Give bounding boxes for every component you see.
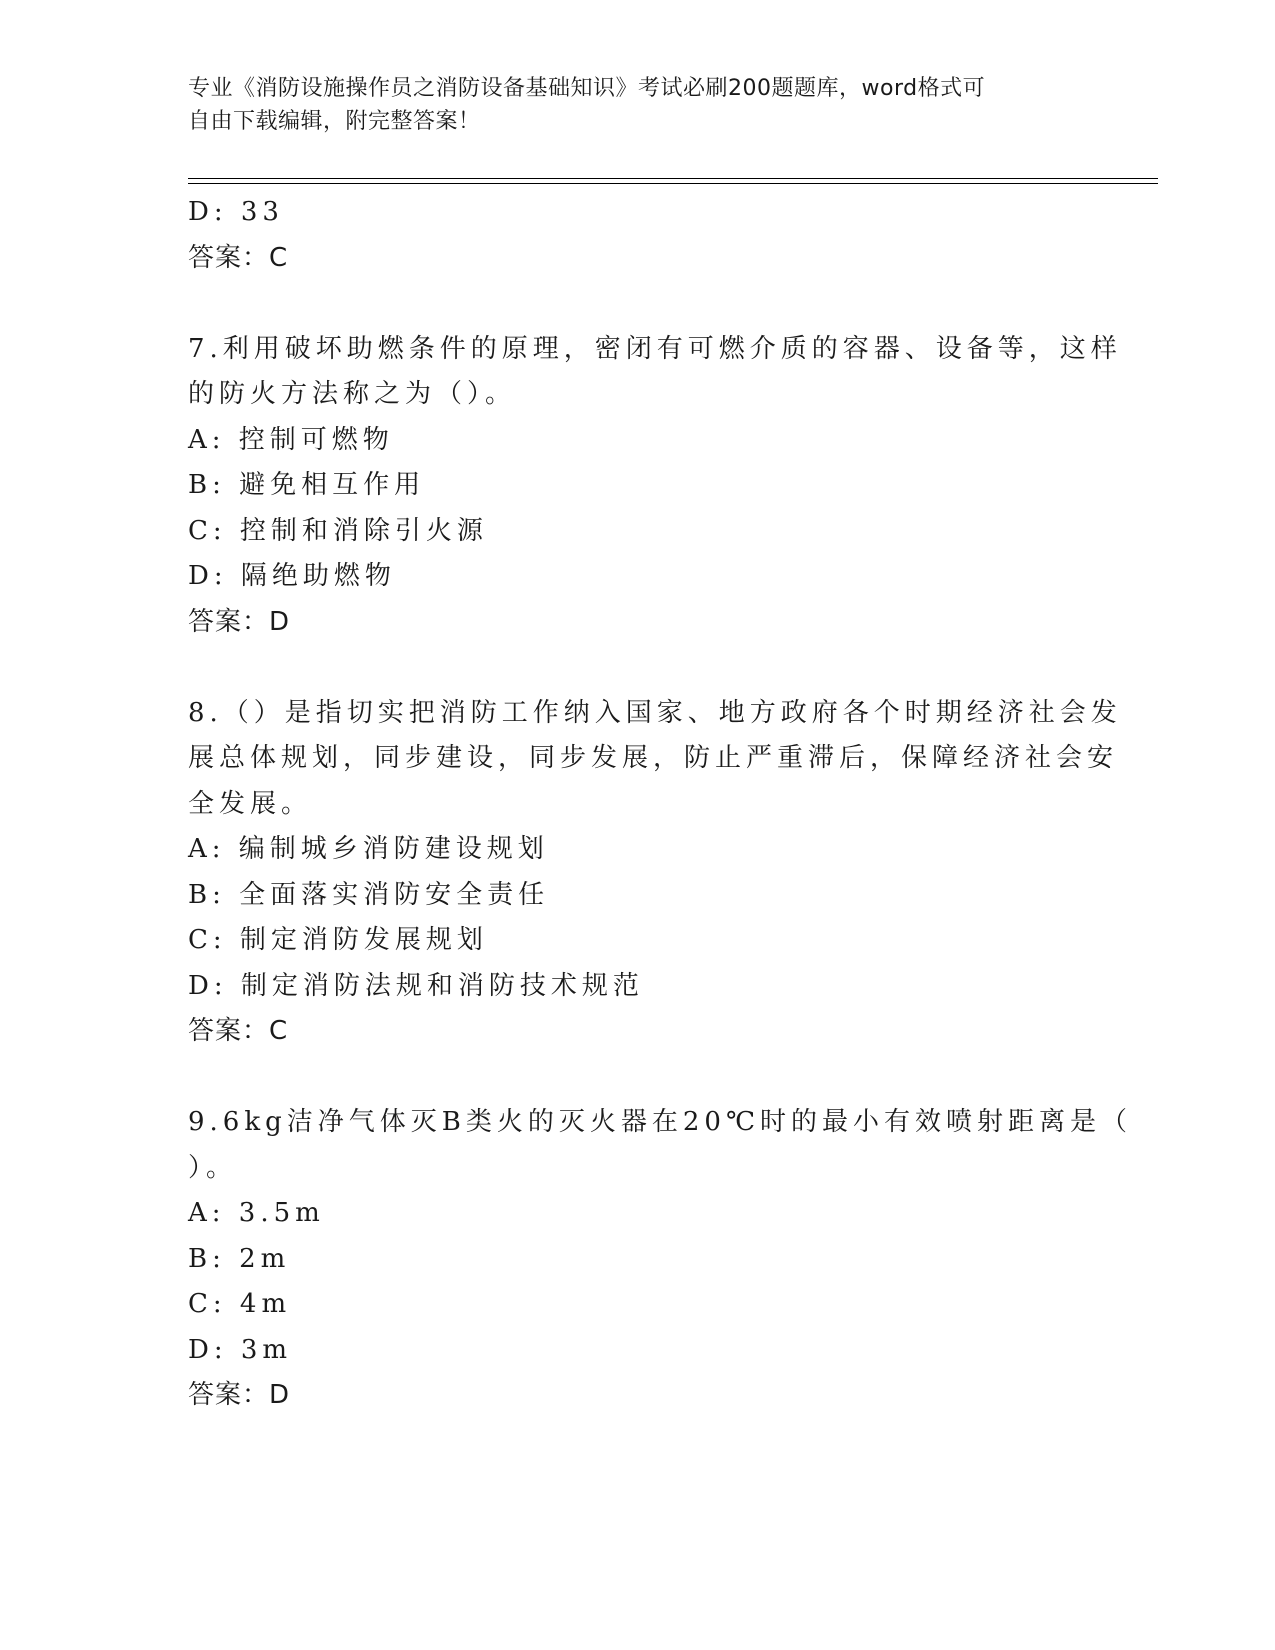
answer: 答案：C bbox=[188, 1016, 289, 1046]
option-d: D: 33 bbox=[188, 197, 284, 227]
option-a: A: 3.5m bbox=[188, 1198, 325, 1228]
option-b: B: 全面落实消防安全责任 bbox=[188, 879, 550, 910]
question-stem-line: 的防火方法称之为（）。 bbox=[188, 379, 517, 409]
spacer bbox=[188, 1055, 1068, 1101]
option-b: B: 避免相互作用 bbox=[188, 470, 426, 500]
answer: 答案：C bbox=[188, 242, 289, 273]
spacer bbox=[188, 645, 1068, 691]
option-d: D: 隔绝助燃物 bbox=[188, 561, 396, 591]
page-header bbox=[188, 72, 1068, 138]
header-divider-top bbox=[188, 178, 1158, 179]
question-9 bbox=[188, 1100, 1133, 1419]
question-7 bbox=[188, 327, 1122, 646]
option-c: C: 控制和消除引火源 bbox=[188, 515, 488, 546]
question-stem-line: 全发展。 bbox=[188, 788, 313, 819]
header-title-line-1: 专业《消防设施操作员之消防设备基础知识》考试必刷200题题库，word格式可 bbox=[188, 76, 986, 101]
header-divider-bottom bbox=[188, 183, 1158, 184]
question-stem-line: 展总体规划，同步建设，同步发展，防止严重滞后，保障经济社会安 bbox=[188, 743, 1119, 773]
option-a: A: 控制可燃物 bbox=[188, 424, 394, 455]
answer: 答案：D bbox=[188, 606, 291, 637]
option-c: C: 制定消防发展规划 bbox=[188, 925, 488, 955]
option-d: D: 制定消防法规和消防技术规范 bbox=[188, 970, 644, 1001]
question-stem-line: 7.利用破坏助燃条件的原理，密闭有可燃介质的容器、设备等，这样 bbox=[188, 333, 1122, 364]
previous-question-tail bbox=[188, 190, 1068, 281]
header-title-line-2: 自由下载编辑，附完整答案！ bbox=[188, 109, 481, 134]
question-stem-line: ）。 bbox=[188, 1152, 238, 1183]
option-d: D: 3m bbox=[188, 1334, 293, 1365]
answer: 答案：D bbox=[188, 1380, 291, 1410]
question-stem-line: 9.6kg洁净气体灭B类火的灭火器在20℃时的最小有效喷射距离是（ bbox=[188, 1107, 1133, 1137]
question-8 bbox=[188, 691, 1122, 1055]
document-body bbox=[188, 190, 1133, 1419]
spacer bbox=[188, 281, 1068, 327]
option-b: B: 2m bbox=[188, 1243, 291, 1274]
option-a: A: 编制城乡消防建设规划 bbox=[188, 834, 549, 864]
option-c: C: 4m bbox=[188, 1289, 292, 1319]
question-stem-line: 8.（）是指切实把消防工作纳入国家、地方政府各个时期经济社会发 bbox=[188, 697, 1122, 728]
